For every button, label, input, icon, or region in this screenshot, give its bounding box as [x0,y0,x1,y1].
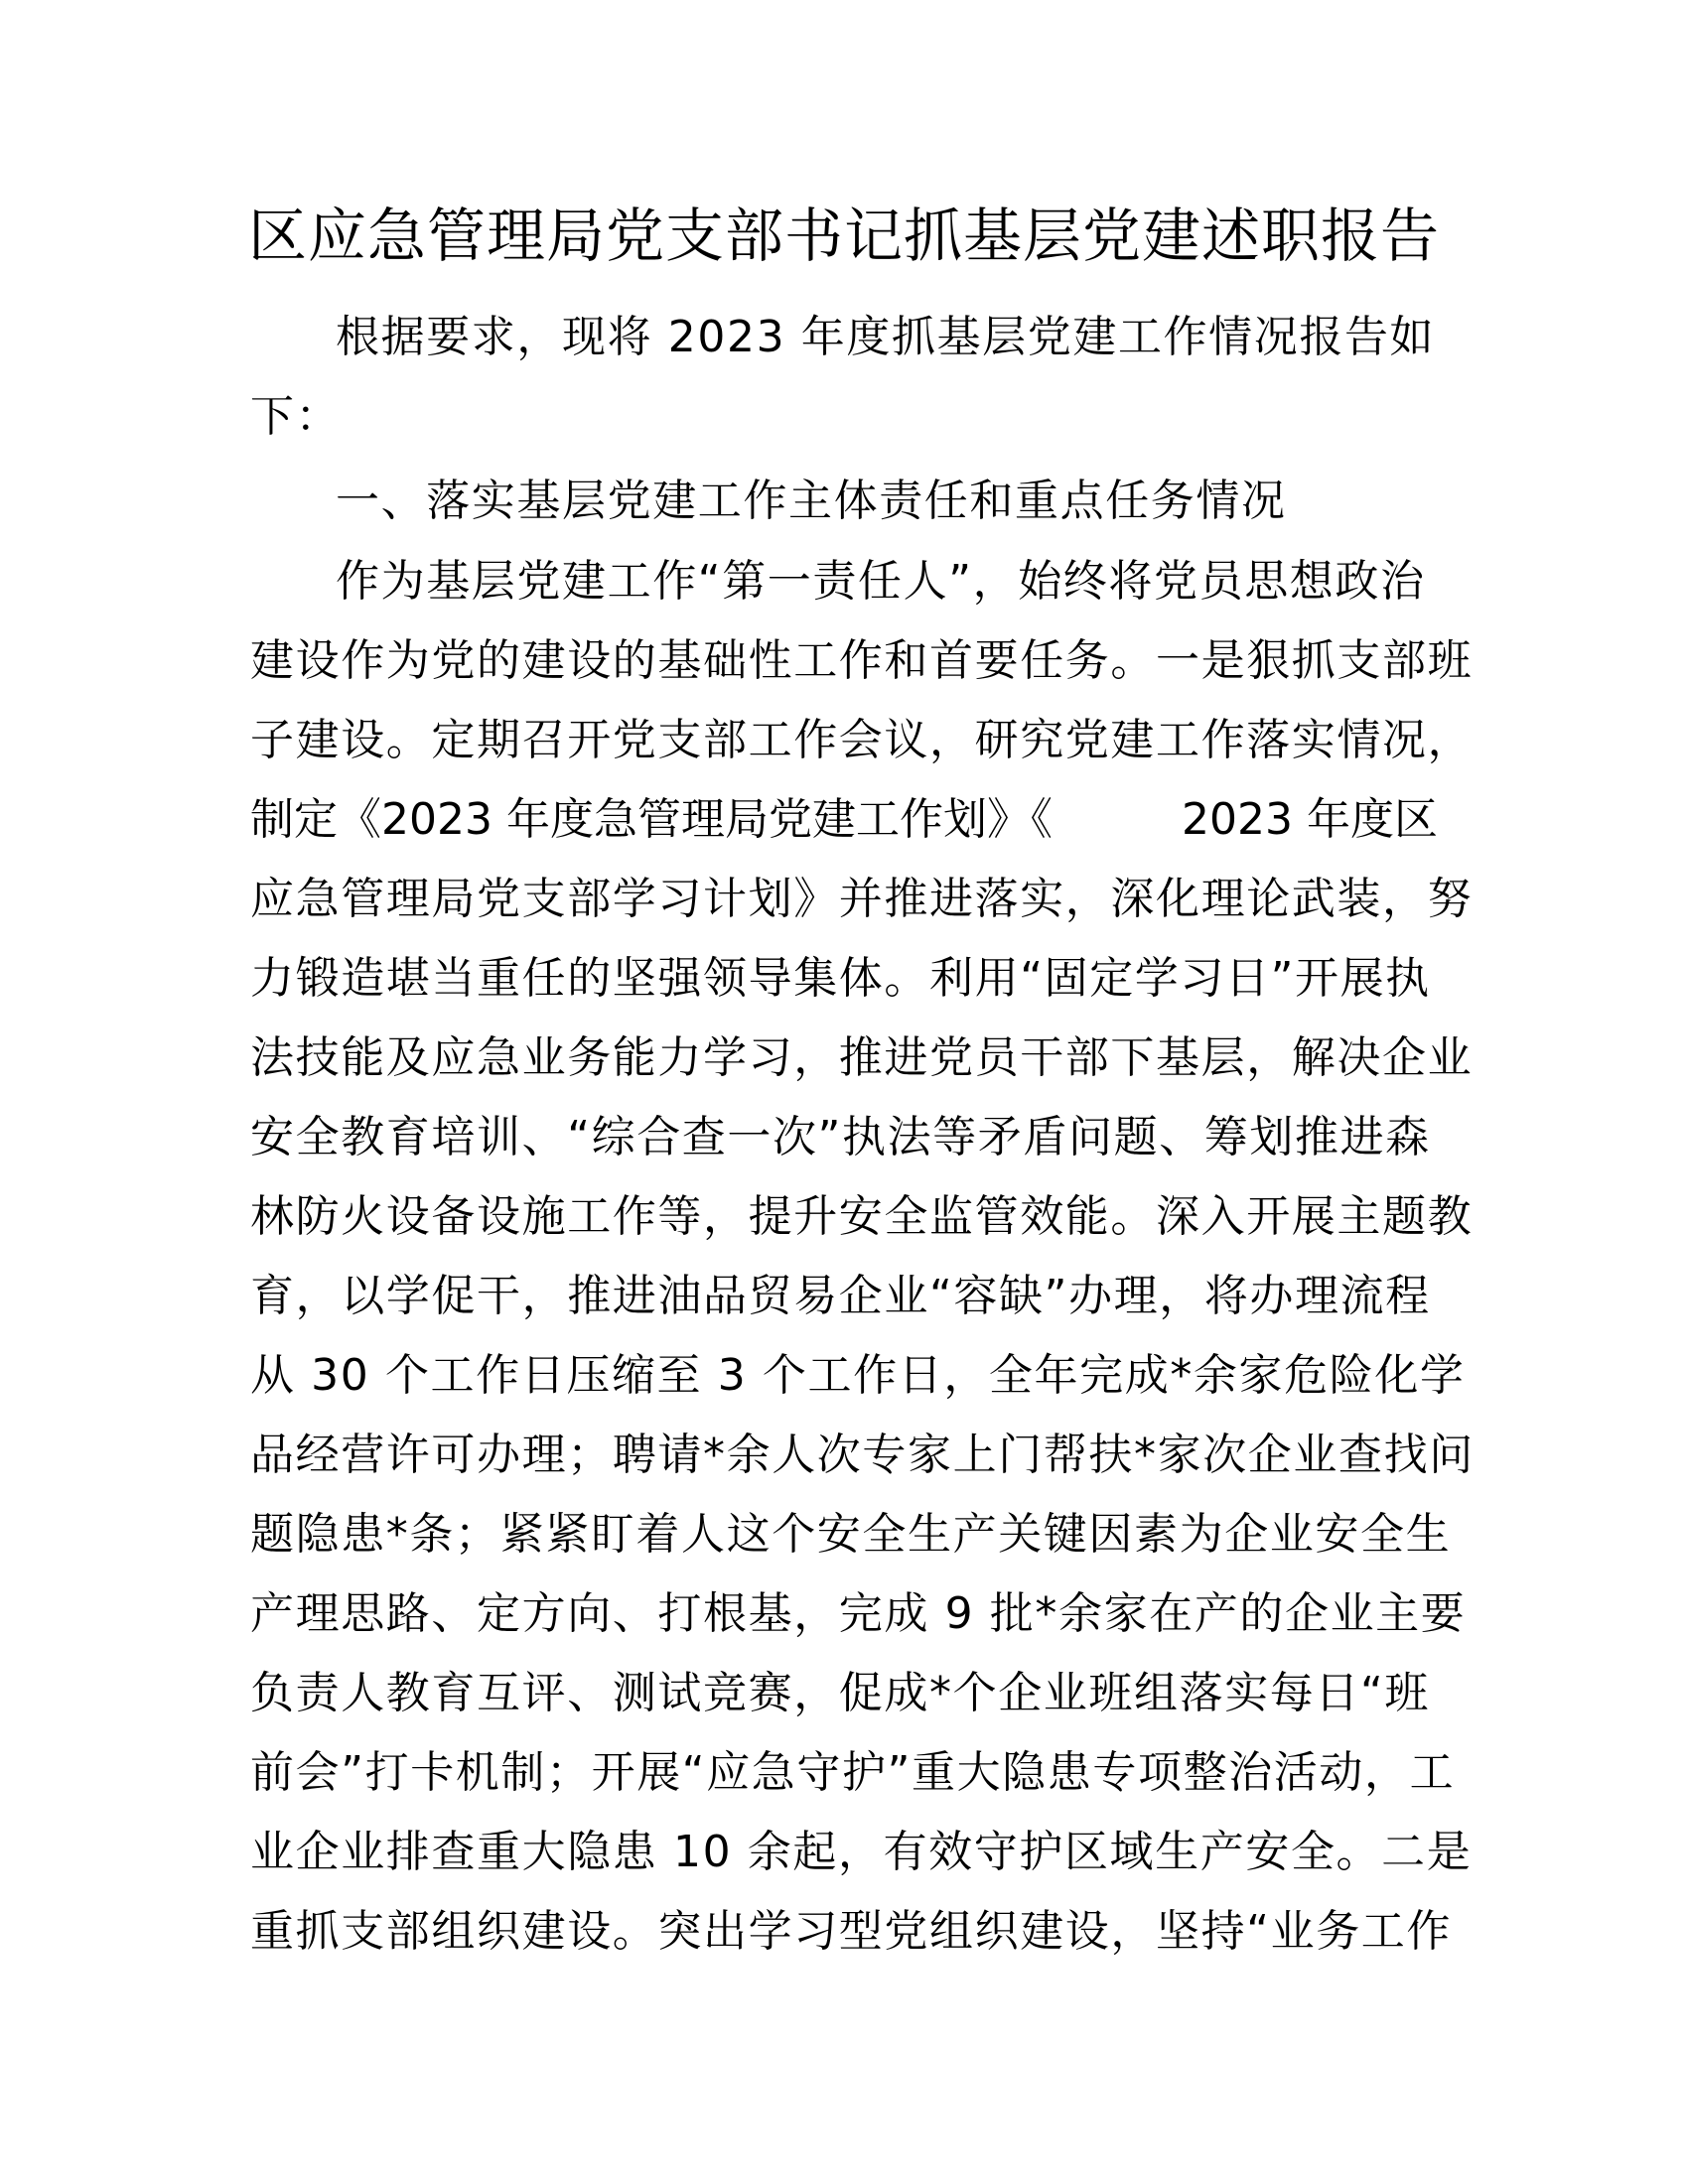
paragraph-line: 作为基层党建工作“第一责任人”，始终将党员思想政治 [336,556,1426,607]
paragraph-line: 重抓支部组织建设。突出学习型党组织建设，坚持“业务工作 [250,1906,1452,1957]
paragraph-line: 前会”打卡机制；开展“应急守护”重大隐患专项整治活动，工 [250,1747,1456,1798]
paragraph-line: 应急管理局党支部学习计划》并推进落实，深化理论武装，努 [250,874,1474,924]
paragraph-line-part: 制定《2023 年度急管理局党建工作划》《 [250,794,1053,845]
paragraph-line: 育，以学促干，推进油品贸易企业“容缺”办理，将办理流程 [250,1271,1431,1321]
paragraph-line: 产理思路、定方向、打根基，完成 9 批*余家在产的企业主要 [250,1588,1467,1639]
paragraph-line: 安全教育培训、“综合查一次”执法等矛盾问题、筹划推进森 [250,1112,1431,1162]
paragraph-line: 从 30 个工作日压缩至 3 个工作日，全年完成*余家危险化学 [250,1350,1466,1401]
paragraph-line: 负责人教育互评、测试竞赛，促成*个企业班组落实每日“班 [250,1668,1430,1718]
paragraph-line: 下： [250,391,342,442]
paragraph-line: 林防火设备设施工作等，提升安全监管效能。深入开展主题教 [250,1191,1474,1242]
paragraph-line: 法技能及应急业务能力学习，推进党员干部下基层，解决企业 [250,1032,1474,1083]
paragraph-line: 品经营许可办理；聘请*余人次专家上门帮扶*家次企业查找问 [250,1430,1475,1480]
paragraph-line: 建设作为党的建设的基础性工作和首要任务。一是狠抓支部班 [250,635,1474,686]
paragraph-line: 力锻造堪当重任的坚强领导集体。利用“固定学习日”开展执 [250,953,1431,1004]
paragraph-line [250,790,1438,850]
paragraph-line: 业企业排查重大隐患 10 余起，有效守护区域生产安全。二是 [250,1827,1473,1877]
paragraph-line-part: 2023 年度区 [1182,794,1438,845]
document-title: 区应急管理局党支部书记抓基层党建述职报告 [247,202,1440,270]
paragraph-line: 题隐患*条；紧紧盯着人这个安全生产关键因素为企业安全生 [250,1509,1452,1560]
paragraph-line: 根据要求，现将 2023 年度抓基层党建工作情况报告如 [336,312,1436,362]
section-heading: 一、落实基层党建工作主体责任和重点任务情况 [336,476,1287,526]
paragraph-line: 子建设。定期召开党支部工作会议，研究党建工作落实情况， [250,715,1474,765]
